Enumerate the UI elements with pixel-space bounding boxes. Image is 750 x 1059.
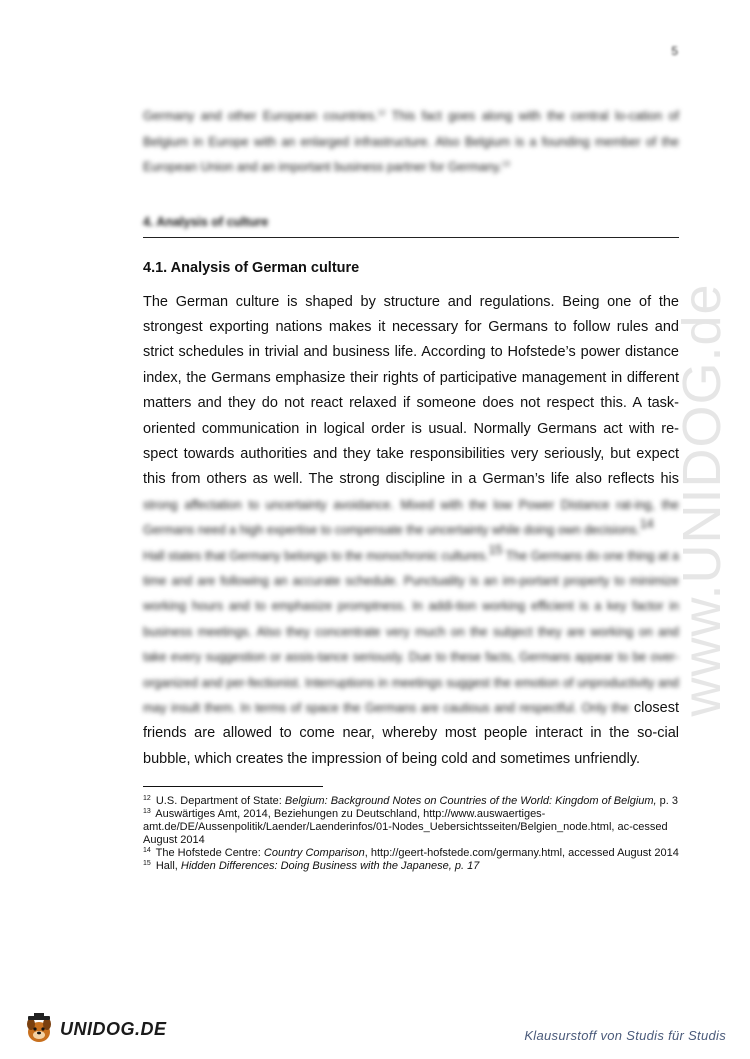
footer-tagline: Klausurstoff von Studis für Studis (524, 1028, 726, 1043)
page-number: 5 (671, 44, 678, 58)
footnote-title: Hidden Differences: Doing Business with the Japanese, p. 17 (180, 860, 480, 873)
footnote-text: The Hofstede Centre: (152, 847, 264, 860)
paragraph2-blurred-1: Hall states that Germany belongs to the monochronic cultures. (143, 548, 489, 563)
unidog-logo[interactable] (22, 1012, 167, 1046)
section-heading-text: 4. Analysis of culture (143, 214, 269, 229)
footnote-number: 15 (143, 859, 151, 867)
footnote-text: U.S. Department of State: (152, 795, 285, 808)
footnote-14 (143, 847, 679, 860)
body-paragraph (143, 290, 679, 773)
footnote-title: Belgium: Background Notes on Countries of the World: Kingdom of Belgium, (284, 795, 657, 808)
footnote-ref-15: 15 (488, 542, 503, 557)
footnotes (143, 795, 679, 873)
footnote-divider (143, 786, 323, 787)
dog-mascot-icon (22, 1012, 56, 1046)
footnote-12 (143, 795, 679, 808)
footnote-ref-12: 12 (377, 109, 386, 117)
paragraph2-clear: closest friends are allowed to come near, whereby most people interact in the so-cial bubble, which creates the impression of being cold and sometimes unfriendly. (143, 700, 679, 767)
footnote-number: 14 (143, 846, 151, 854)
paragraph1-clear: The German culture is shaped by structure and regulations. Being one of the strongest exporting nations makes it necessary for Germans to follow rules and strict schedules in trivial and business life. According to Hofstede’s power distance index, the Germans emphasize their rights of participative management in different matters and they do not react relaxed if someone does not respect this. A task-oriented communication in logical order is usual. Normally Germans act with re-spect towards authorities and they take responsibilities very seriously, but expect this from others as well. The strong discipline in a German’s life also reflects his (143, 293, 679, 488)
footnote-text: Hall, (152, 860, 181, 873)
intro-text-1: Germany and other European countries. (143, 109, 378, 123)
footnote-text: , http://geert-hofstede.com/germany.html, accessed August 2014 (364, 847, 679, 860)
footnote-ref-13: 13 (502, 160, 510, 168)
footnote-title: Country Comparison (263, 847, 365, 860)
watermark-text: www.UNIDOG.de (672, 283, 732, 717)
footnote-number: 13 (143, 807, 151, 815)
intro-paragraph (143, 104, 679, 181)
footnote-number: 12 (143, 794, 151, 802)
document-content (143, 104, 679, 873)
footnote-text: p. 3 (656, 795, 679, 808)
section-heading (143, 215, 679, 238)
paragraph1-blurred: strong affectation to uncertainty avoidance. Mixed with the low Power Distance rat-ing, the Germans need a high expertise to compensate the uncertainty while doing own decisions. (143, 497, 679, 538)
footnote-ref-14: 14 (639, 517, 654, 532)
intro-text-2: This fact goes along with the central lo-cation of Belgium in Europe with an enlarged infrastructure. Also Belgium is a founding member of the European Union and an important business partner for Germany. (143, 109, 680, 174)
subsection-heading: 4.1. Analysis of German culture (143, 259, 360, 276)
footnote-15 (143, 860, 679, 873)
paragraph2-blurred-2: The Germans do one thing at a time and are following an accurate schedule. Punctuality is an im-portant property to minimize working hours and to emphasize promptness. In addi-tion working efficient is a key factor in business meetings. Also they concentrate very much on the subject they are working on and take every suggestion or assis-tance seriously. Due to these facts, Germans appear to be over-organized and per-fectionist. Interruptions in meetings suggest the emotion of unproductivity and may insult them. In terms of space the Germans are cautious and respectful. Only the (143, 548, 680, 715)
footnote-text: Auswärtiges Amt, 2014, Beziehungen zu Deutschland, http://www.auswaertiges-amt.de/DE/Aussenpolitik/Laender/Laenderinfos/01-Nodes_Uebersichtsseiten/Belgien_node.html, ac-cessed August 2014 (143, 808, 668, 847)
watermark (672, 270, 732, 730)
footnote-13 (143, 808, 679, 847)
logo-text: UNIDOG.DE (60, 1018, 167, 1039)
